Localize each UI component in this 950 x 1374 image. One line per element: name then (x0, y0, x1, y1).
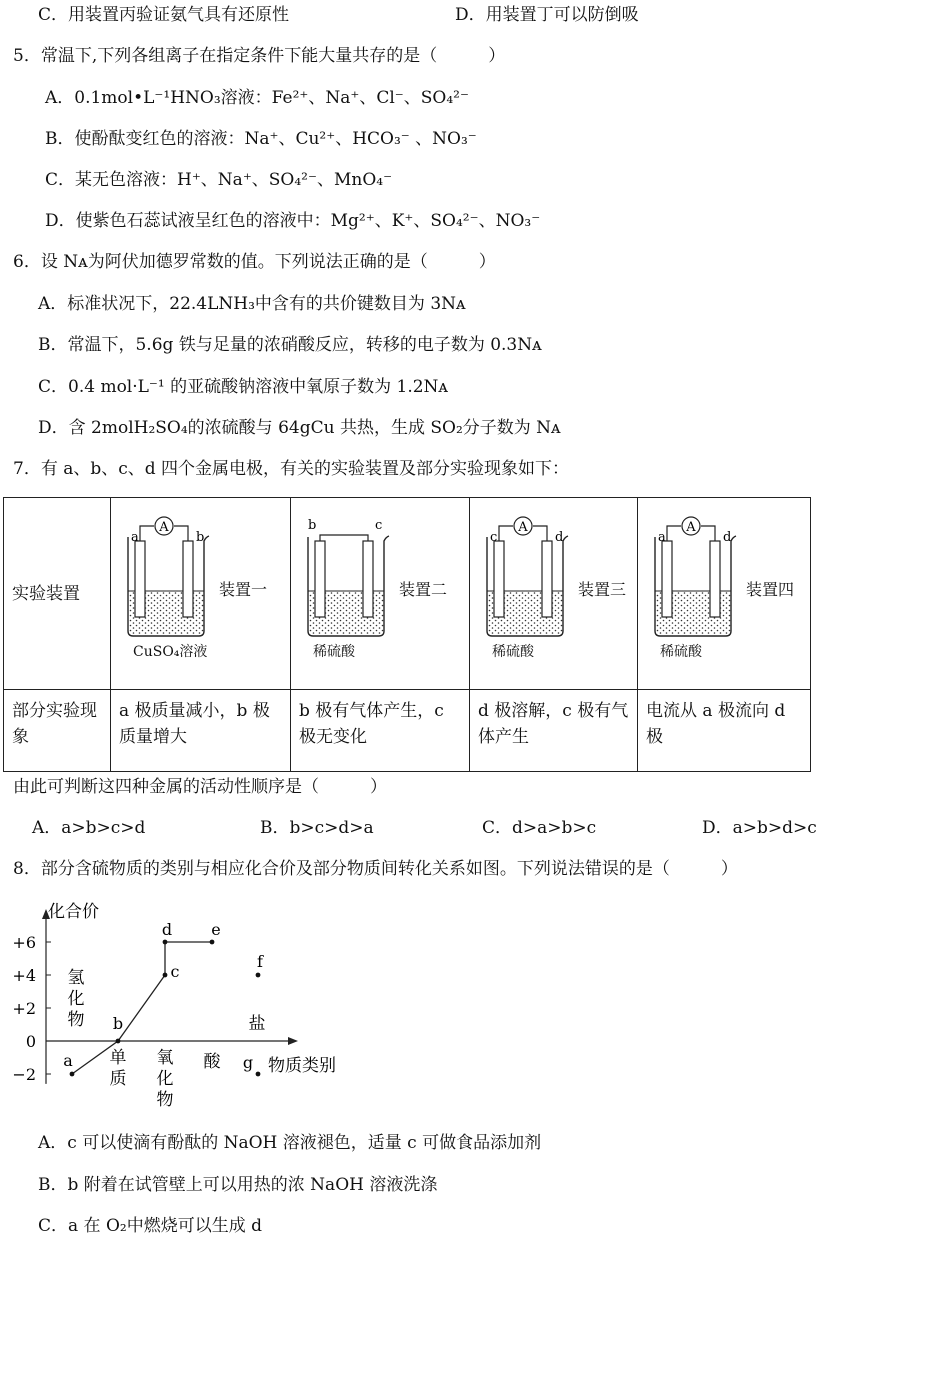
q6-stem: 6．设 Nᴀ为阿伏加德罗常数的值。下列说法正确的是（ ） (13, 252, 496, 272)
right-electrode-label: c (375, 517, 383, 533)
point-label-c: c (170, 962, 180, 981)
point-label-f: f (257, 952, 263, 971)
device-1-cell (111, 498, 291, 690)
q8-option-b: B．b 附着在试管壁上可以用热的浓 NaOH 溶液洗涤 (38, 1175, 438, 1195)
device-name: 装置一 (219, 579, 268, 599)
q7-option-d: D．a>b>d>c (702, 818, 817, 838)
q8-option-c: C．a 在 O₂中燃烧可以生成 d (38, 1216, 262, 1236)
valence-chart (0, 895, 380, 1120)
left-electrode-label: a (131, 529, 139, 545)
y-tick-label: −2 (12, 1065, 36, 1084)
point-label-b: b (112, 1014, 124, 1033)
q7-conclusion: 由此可判断这四种金属的活动性顺序是（ ） (13, 777, 387, 797)
phenomenon-1: a 极质量减小，b 极质量增大 (111, 690, 291, 772)
y-axis-label: 化合价 (48, 902, 99, 922)
category-hydride: 化 (67, 989, 85, 1009)
q6-option-a: A．标准状况下，22.4LNH₃中含有的共价键数目为 3Nᴀ (38, 294, 466, 314)
point-label-d: d (161, 920, 173, 939)
category-oxide: 化 (156, 1069, 174, 1089)
point-label-e: e (211, 920, 221, 939)
point-a (70, 1072, 75, 1077)
category-oxide: 物 (156, 1090, 174, 1110)
category-element: 质 (109, 1069, 127, 1089)
option-d-top: D．用装置丁可以防倒吸 (455, 5, 639, 25)
category-salt: 盐 (248, 1014, 266, 1034)
point-e (210, 940, 215, 945)
y-tick-label: 0 (25, 1032, 36, 1051)
phenomenon-3: d 极溶解，c 极有气体产生 (470, 690, 638, 772)
q5-option-b: B．使酚酞变红色的溶液：Na⁺、Cu²⁺、HCO₃⁻ 、NO₃⁻ (45, 129, 477, 149)
y-tick-label: +2 (12, 999, 36, 1018)
left-electrode-label: c (490, 529, 498, 545)
q7-option-c: C．d>a>b>c (482, 818, 597, 838)
point-label-g: g (242, 1053, 254, 1072)
device-name: 装置二 (399, 579, 448, 599)
option-c-top: C．用装置丙验证氨气具有还原性 (38, 5, 290, 25)
phenomenon-4: 电流从 a 极流向 d 极 (638, 690, 811, 772)
q6-option-d: D．含 2molH₂SO₄的浓硫酸与 64gCu 共热，生成 SO₂分子数为 Nᴀ (38, 418, 561, 438)
category-element: 单 (109, 1048, 127, 1068)
point-g (256, 1072, 261, 1077)
right-electrode-label: d (555, 529, 564, 545)
q5-option-a: A．0.1mol•L⁻¹HNO₃溶液：Fe²⁺、Na⁺、Cl⁻、SO₄²⁻ (45, 88, 469, 108)
row-header-setup: 实验装置 (4, 498, 111, 690)
category-acid: 酸 (203, 1052, 221, 1072)
point-c (163, 973, 168, 978)
q7-stem: 7．有 a、b、c、d 四个金属电极，有关的实验装置及部分实验现象如下： (13, 459, 570, 479)
category-oxide: 氧 (156, 1048, 174, 1068)
category-hydride: 氢 (67, 968, 85, 988)
q6-option-b: B．常温下，5.6g 铁与足量的浓硝酸反应，转移的电子数为 0.3Nᴀ (38, 335, 542, 355)
q8-option-a: A．c 可以使滴有酚酞的 NaOH 溶液褪色，适量 c 可做食品添加剂 (38, 1133, 542, 1153)
device-name: 装置四 (746, 579, 795, 599)
ammeter-label: A (159, 519, 169, 535)
point-d (163, 940, 168, 945)
q5-option-c: C．某无色溶液：H⁺、Na⁺、SO₄²⁻、MnO₄⁻ (45, 170, 393, 190)
y-tick-label: +4 (12, 966, 36, 985)
point-b (116, 1039, 121, 1044)
left-electrode-label: b (308, 517, 317, 533)
solution-label: 稀硫酸 (313, 643, 355, 660)
y-tick-label: +6 (12, 933, 36, 952)
solution-label: 稀硫酸 (660, 643, 702, 660)
phenomenon-2: b 极有气体产生，c 极无变化 (291, 690, 470, 772)
device-name: 装置三 (578, 579, 627, 599)
q5-option-d: D．使紫色石蕊试液呈红色的溶液中：Mg²⁺、K⁺、SO₄²⁻、NO₃⁻ (45, 211, 541, 231)
category-hydride: 物 (67, 1010, 85, 1030)
ammeter-label: A (686, 519, 696, 535)
right-electrode-label: b (196, 529, 205, 545)
solution-label: 稀硫酸 (492, 643, 534, 660)
q7-option-a: A．a>b>c>d (32, 818, 146, 838)
row-header-phenomenon: 部分实验现象 (4, 690, 111, 772)
ammeter-label: A (518, 519, 528, 535)
q7-option-b: B．b>c>d>a (260, 818, 374, 838)
q6-option-c: C．0.4 mol·L⁻¹ 的亚硫酸钠溶液中氧原子数为 1.2Nᴀ (38, 377, 449, 397)
right-electrode-label: d (723, 529, 732, 545)
point-label-a: a (63, 1051, 73, 1070)
point-f (256, 973, 261, 978)
q8-stem: 8．部分含硫物质的类别与相应化合价及部分物质间转化关系如图。下列说法错误的是（ ） (13, 859, 738, 879)
device-2-cell (291, 498, 470, 690)
solution-label: CuSO₄溶液 (133, 643, 208, 660)
left-electrode-label: a (658, 529, 666, 545)
device-4-cell (638, 498, 811, 690)
device-3-cell (470, 498, 638, 690)
experiment-table (3, 497, 811, 772)
x-axis-label: 物质类别 (268, 1056, 336, 1076)
q5-stem: 5．常温下,下列各组离子在指定条件下能大量共存的是（ ） (13, 46, 506, 66)
